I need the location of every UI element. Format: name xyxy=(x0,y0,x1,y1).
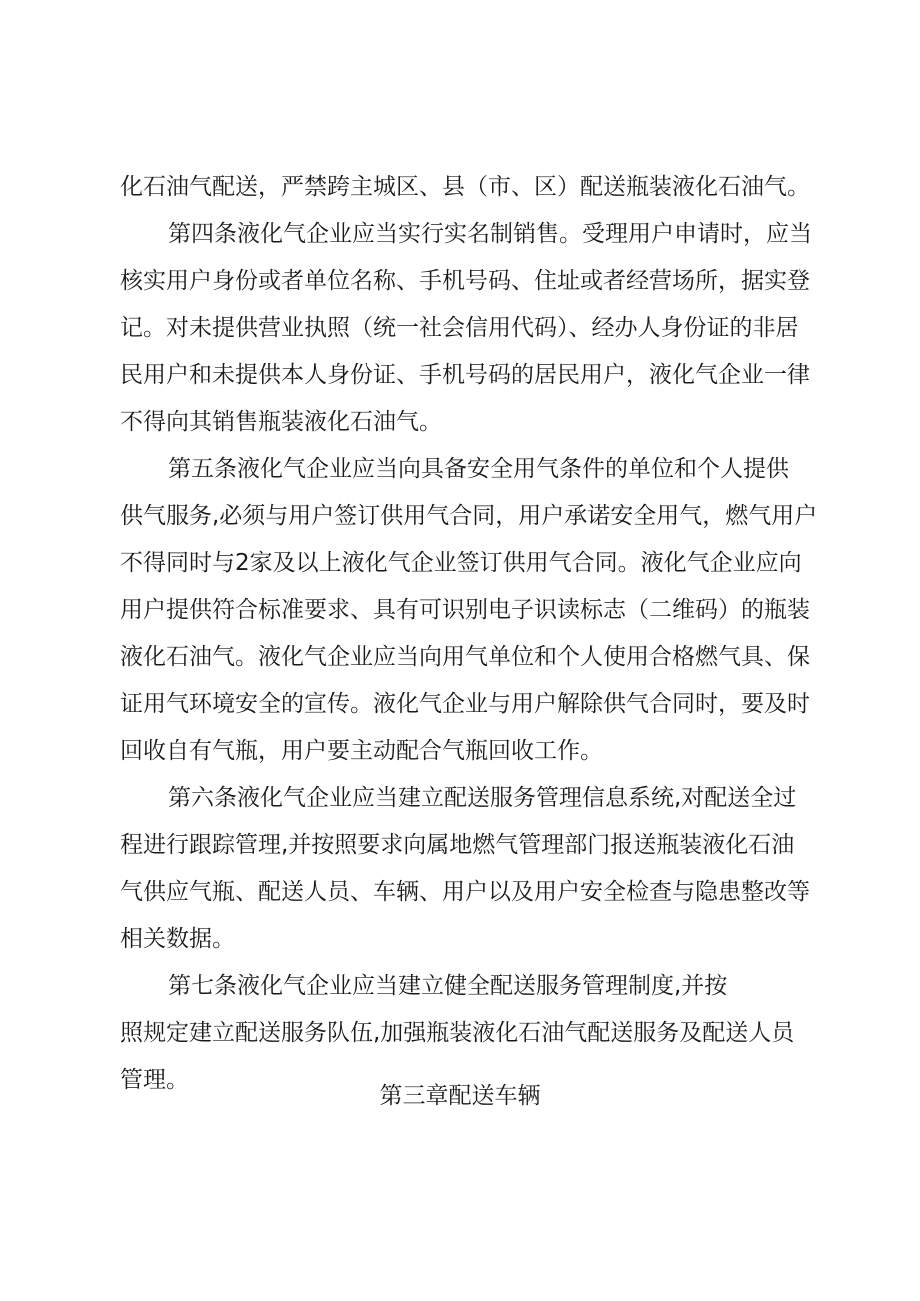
text-line: 核实用户身份或者单位名称、手机号码、住址或者经营场所，据实登 xyxy=(120,268,810,294)
text-line: 相关数据。 xyxy=(120,926,235,952)
text-line: 管理。 xyxy=(120,1067,189,1093)
text-line: 气供应气瓶、配送人员、车辆、用户以及用户安全检查与隐患整改等 xyxy=(120,879,810,905)
text-line: 程进行跟踪管理,并按照要求向属地燃气管理部门报送瓶装液化石油 xyxy=(120,832,795,858)
text-line: 化石油气配送，严禁跨主城区、县（市、区）配送瓶装液化石油气。 xyxy=(120,174,810,200)
article-4-line: 第四条液化气企业应当实行实名制销售。受理用户申请时，应当 xyxy=(168,221,812,247)
text-line: 回收自有气瓶，用户要主动配合气瓶回收工作。 xyxy=(120,738,603,764)
article-6-line: 第六条液化气企业应当建立配送服务管理信息系统,对配送全过 xyxy=(168,785,797,811)
text-line: 记。对未提供营业执照（统一社会信用代码）、经办人身份证的非居 xyxy=(120,315,799,341)
text-line: 证用气环境安全的宣传。液化气企业与用户解除供气合同时，要及时 xyxy=(120,691,810,717)
text-line: 照规定建立配送服务队伍,加强瓶装液化石油气配送服务及配送人员 xyxy=(120,1020,795,1046)
text-line: 液化石油气。液化气企业应当向用气单位和个人使用合格燃气具、保 xyxy=(120,644,810,670)
text-line: 民用户和未提供本人身份证、手机号码的居民用户，液化气企业一律 xyxy=(120,362,810,388)
article-7-line: 第七条液化气企业应当建立健全配送服务管理制度,并按 xyxy=(168,973,728,999)
article-5-line: 第五条液化气企业应当向具备安全用气条件的单位和个人提供 xyxy=(168,456,789,482)
text-line: 供气服务,必须与用户签订供用气合同，用户承诺安全用气，燃气用户 xyxy=(120,503,818,529)
text-line: 不得同时与2家及以上液化气企业签订供用气合同。液化气企业应向 xyxy=(120,550,802,576)
body-text xyxy=(120,164,820,1104)
chapter-title: 第三章配送车辆 xyxy=(379,1083,541,1109)
text-line: 不得向其销售瓶装液化石油气。 xyxy=(120,409,442,435)
text-line: 用户提供符合标准要求、具有可识别电子识读标志（二维码）的瓶装 xyxy=(120,597,810,623)
